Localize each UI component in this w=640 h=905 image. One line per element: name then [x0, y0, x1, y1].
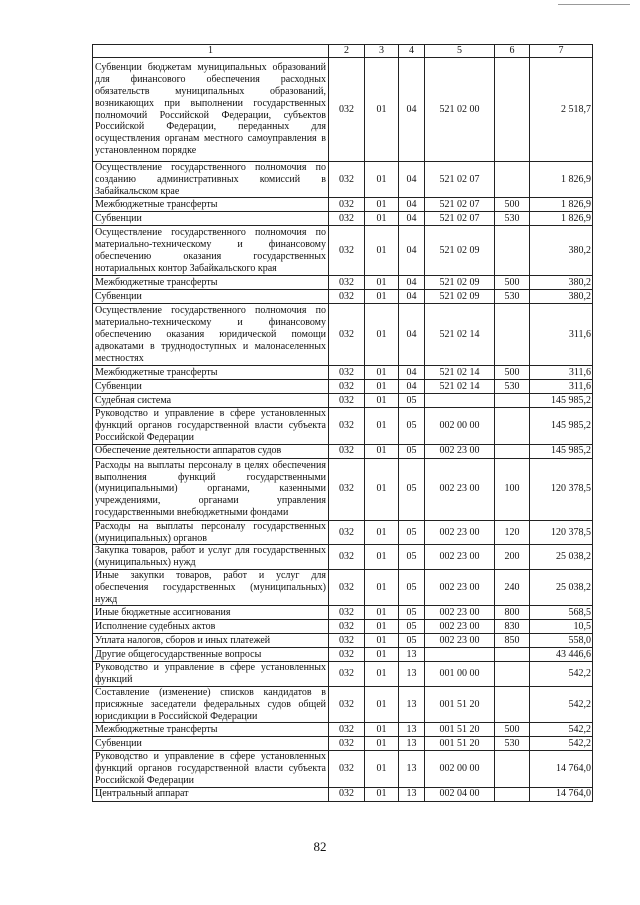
expense-type-cell: 500	[495, 198, 530, 212]
target-item-cell: 521 02 00	[425, 58, 495, 162]
row-name-cell: Межбюджетные трансферты	[93, 198, 329, 212]
amount-cell: 1 826,9	[530, 162, 593, 198]
row-name-cell: Расходы на выплаты персоналу государственных (муниципальных) органов	[93, 520, 329, 545]
section-cell: 01	[365, 226, 399, 276]
target-item-cell: 521 02 07	[425, 212, 495, 226]
table-row	[93, 723, 593, 737]
target-item-cell: 521 02 14	[425, 304, 495, 366]
table-row	[93, 226, 593, 276]
subsection-cell: 05	[399, 394, 425, 408]
amount-cell: 542,2	[530, 737, 593, 751]
row-name-cell: Субвенции	[93, 737, 329, 751]
row-name-cell: Уплата налогов, сборов и иных платежей	[93, 634, 329, 648]
ministry-code-cell: 032	[329, 380, 365, 394]
target-item-cell: 002 23 00	[425, 634, 495, 648]
subsection-cell: 04	[399, 290, 425, 304]
row-name-cell: Межбюджетные трансферты	[93, 366, 329, 380]
target-item-cell: 001 51 20	[425, 686, 495, 722]
ministry-code-cell: 032	[329, 545, 365, 570]
expense-type-cell	[495, 787, 530, 801]
subsection-cell: 04	[399, 304, 425, 366]
amount-cell: 380,2	[530, 290, 593, 304]
table-row	[93, 606, 593, 620]
amount-cell: 145 985,2	[530, 394, 593, 408]
table-row	[93, 444, 593, 458]
header-col-1: 1	[93, 45, 329, 58]
section-cell: 01	[365, 634, 399, 648]
ministry-code-cell: 032	[329, 304, 365, 366]
ministry-code-cell: 032	[329, 212, 365, 226]
expense-type-cell: 530	[495, 737, 530, 751]
expense-type-cell: 200	[495, 545, 530, 570]
row-name-cell: Обеспечение деятельности аппаратов судов	[93, 444, 329, 458]
amount-cell: 311,6	[530, 366, 593, 380]
ministry-code-cell: 032	[329, 520, 365, 545]
amount-cell: 25 038,2	[530, 545, 593, 570]
row-name-cell: Расходы на выплаты персоналу в целях обеспечения выполнения функций государственными (муниципальными) органами, казенными учреждениями, органами управления государственными внебюджетными фондами	[93, 458, 329, 520]
section-cell: 01	[365, 290, 399, 304]
subsection-cell: 13	[399, 686, 425, 722]
expense-type-cell	[495, 648, 530, 662]
target-item-cell	[425, 394, 495, 408]
row-name-cell: Руководство и управление в сфере установленных функций органов государственной власти субъекта Российской Федерации	[93, 751, 329, 787]
target-item-cell: 002 23 00	[425, 458, 495, 520]
amount-cell: 145 985,2	[530, 408, 593, 444]
subsection-cell: 13	[399, 787, 425, 801]
expense-type-cell	[495, 394, 530, 408]
budget-table	[92, 44, 593, 802]
table-row	[93, 394, 593, 408]
table-row	[93, 408, 593, 444]
target-item-cell: 521 02 09	[425, 290, 495, 304]
section-cell: 01	[365, 648, 399, 662]
target-item-cell: 002 23 00	[425, 606, 495, 620]
table-row	[93, 212, 593, 226]
table-row	[93, 662, 593, 687]
scan-edge-line	[558, 4, 630, 5]
subsection-cell: 05	[399, 569, 425, 605]
section-cell: 01	[365, 545, 399, 570]
target-item-cell: 001 51 20	[425, 737, 495, 751]
section-cell: 01	[365, 723, 399, 737]
target-item-cell: 002 23 00	[425, 545, 495, 570]
table-row	[93, 634, 593, 648]
section-cell: 01	[365, 212, 399, 226]
ministry-code-cell: 032	[329, 606, 365, 620]
ministry-code-cell: 032	[329, 723, 365, 737]
row-name-cell: Судебная система	[93, 394, 329, 408]
expense-type-cell: 500	[495, 276, 530, 290]
target-item-cell: 002 04 00	[425, 787, 495, 801]
ministry-code-cell: 032	[329, 648, 365, 662]
section-cell: 01	[365, 520, 399, 545]
ministry-code-cell: 032	[329, 394, 365, 408]
subsection-cell: 04	[399, 212, 425, 226]
expense-type-cell: 850	[495, 634, 530, 648]
target-item-cell: 521 02 09	[425, 226, 495, 276]
section-cell: 01	[365, 162, 399, 198]
ministry-code-cell: 032	[329, 737, 365, 751]
amount-cell: 568,5	[530, 606, 593, 620]
ministry-code-cell: 032	[329, 58, 365, 162]
header-col-5: 5	[425, 45, 495, 58]
section-cell: 01	[365, 751, 399, 787]
subsection-cell: 05	[399, 634, 425, 648]
row-name-cell: Осуществление государственного полномочия по материально-техническому и финансовому обеспечению оказания юридической помощи адвокатами в труднодоступных и малонаселенных местностях	[93, 304, 329, 366]
table-row	[93, 276, 593, 290]
target-item-cell: 002 00 00	[425, 751, 495, 787]
table-row	[93, 751, 593, 787]
expense-type-cell	[495, 408, 530, 444]
target-item-cell: 521 02 14	[425, 366, 495, 380]
table-row	[93, 787, 593, 801]
table-row	[93, 58, 593, 162]
subsection-cell: 13	[399, 751, 425, 787]
section-cell: 01	[365, 394, 399, 408]
section-cell: 01	[365, 569, 399, 605]
section-cell: 01	[365, 444, 399, 458]
subsection-cell: 05	[399, 520, 425, 545]
section-cell: 01	[365, 458, 399, 520]
expense-type-cell: 100	[495, 458, 530, 520]
subsection-cell: 04	[399, 162, 425, 198]
row-name-cell: Руководство и управление в сфере установленных функций	[93, 662, 329, 687]
subsection-cell: 05	[399, 458, 425, 520]
section-cell: 01	[365, 58, 399, 162]
table-row	[93, 648, 593, 662]
subsection-cell: 13	[399, 723, 425, 737]
amount-cell: 1 826,9	[530, 212, 593, 226]
amount-cell: 311,6	[530, 304, 593, 366]
ministry-code-cell: 032	[329, 458, 365, 520]
row-name-cell: Руководство и управление в сфере установленных функций органов государственной власти субъекта Российской Федерации	[93, 408, 329, 444]
target-item-cell: 521 02 14	[425, 380, 495, 394]
amount-cell: 25 038,2	[530, 569, 593, 605]
subsection-cell: 04	[399, 198, 425, 212]
table-row	[93, 162, 593, 198]
subsection-cell: 05	[399, 606, 425, 620]
amount-cell: 380,2	[530, 276, 593, 290]
target-item-cell	[425, 648, 495, 662]
expense-type-cell	[495, 686, 530, 722]
expense-type-cell: 530	[495, 212, 530, 226]
ministry-code-cell: 032	[329, 787, 365, 801]
amount-cell: 1 826,9	[530, 198, 593, 212]
section-cell: 01	[365, 662, 399, 687]
table-row	[93, 304, 593, 366]
table-row	[93, 380, 593, 394]
ministry-code-cell: 032	[329, 408, 365, 444]
row-name-cell: Субвенции	[93, 290, 329, 304]
section-cell: 01	[365, 198, 399, 212]
ministry-code-cell: 032	[329, 620, 365, 634]
row-name-cell: Иные бюджетные ассигнования	[93, 606, 329, 620]
expense-type-cell	[495, 444, 530, 458]
table-header-row	[93, 45, 593, 58]
expense-type-cell	[495, 304, 530, 366]
amount-cell: 10,5	[530, 620, 593, 634]
subsection-cell: 13	[399, 662, 425, 687]
row-name-cell: Центральный аппарат	[93, 787, 329, 801]
row-name-cell: Межбюджетные трансферты	[93, 723, 329, 737]
header-col-7: 7	[530, 45, 593, 58]
row-name-cell: Иные закупки товаров, работ и услуг для обеспечения государственных (муниципальных) нужд	[93, 569, 329, 605]
ministry-code-cell: 032	[329, 366, 365, 380]
expense-type-cell	[495, 226, 530, 276]
table-row	[93, 620, 593, 634]
expense-type-cell: 530	[495, 290, 530, 304]
amount-cell: 311,6	[530, 380, 593, 394]
amount-cell: 145 985,2	[530, 444, 593, 458]
target-item-cell: 002 23 00	[425, 569, 495, 605]
subsection-cell: 04	[399, 366, 425, 380]
table-row	[93, 569, 593, 605]
table-body	[93, 58, 593, 802]
header-col-4: 4	[399, 45, 425, 58]
section-cell: 01	[365, 380, 399, 394]
row-name-cell: Межбюджетные трансферты	[93, 276, 329, 290]
expense-type-cell	[495, 751, 530, 787]
target-item-cell: 002 23 00	[425, 620, 495, 634]
table-row	[93, 737, 593, 751]
table-row	[93, 686, 593, 722]
row-name-cell: Исполнение судебных актов	[93, 620, 329, 634]
subsection-cell: 04	[399, 58, 425, 162]
ministry-code-cell: 032	[329, 686, 365, 722]
header-col-2: 2	[329, 45, 365, 58]
subsection-cell: 04	[399, 380, 425, 394]
amount-cell: 380,2	[530, 226, 593, 276]
target-item-cell: 521 02 07	[425, 162, 495, 198]
amount-cell: 120 378,5	[530, 458, 593, 520]
ministry-code-cell: 032	[329, 662, 365, 687]
table-row	[93, 458, 593, 520]
target-item-cell: 521 02 07	[425, 198, 495, 212]
target-item-cell: 002 00 00	[425, 408, 495, 444]
section-cell: 01	[365, 276, 399, 290]
row-name-cell: Составление (изменение) списков кандидатов в присяжные заседатели федеральных судов общей юрисдикции в Российской Федерации	[93, 686, 329, 722]
expense-type-cell: 530	[495, 380, 530, 394]
amount-cell: 542,2	[530, 723, 593, 737]
ministry-code-cell: 032	[329, 162, 365, 198]
subsection-cell: 05	[399, 620, 425, 634]
table-row	[93, 290, 593, 304]
expense-type-cell	[495, 162, 530, 198]
amount-cell: 14 764,0	[530, 751, 593, 787]
section-cell: 01	[365, 620, 399, 634]
expense-type-cell: 500	[495, 366, 530, 380]
ministry-code-cell: 032	[329, 226, 365, 276]
section-cell: 01	[365, 304, 399, 366]
header-col-6: 6	[495, 45, 530, 58]
amount-cell: 14 764,0	[530, 787, 593, 801]
ministry-code-cell: 032	[329, 276, 365, 290]
row-name-cell: Закупка товаров, работ и услуг для государственных (муниципальных) нужд	[93, 545, 329, 570]
amount-cell: 542,2	[530, 662, 593, 687]
expense-type-cell: 240	[495, 569, 530, 605]
row-name-cell: Субвенции	[93, 380, 329, 394]
amount-cell: 43 446,6	[530, 648, 593, 662]
amount-cell: 2 518,7	[530, 58, 593, 162]
table-row	[93, 520, 593, 545]
subsection-cell: 13	[399, 648, 425, 662]
target-item-cell: 001 00 00	[425, 662, 495, 687]
row-name-cell: Осуществление государственного полномочия по материально-техническому и финансовому обеспечению оказания государственных нотариальных контор Забайкальского края	[93, 226, 329, 276]
ministry-code-cell: 032	[329, 569, 365, 605]
expense-type-cell: 500	[495, 723, 530, 737]
section-cell: 01	[365, 686, 399, 722]
expense-type-cell: 800	[495, 606, 530, 620]
subsection-cell: 04	[399, 276, 425, 290]
ministry-code-cell: 032	[329, 751, 365, 787]
amount-cell: 542,2	[530, 686, 593, 722]
ministry-code-cell: 032	[329, 634, 365, 648]
ministry-code-cell: 032	[329, 198, 365, 212]
target-item-cell: 001 51 20	[425, 723, 495, 737]
amount-cell: 120 378,5	[530, 520, 593, 545]
subsection-cell: 05	[399, 444, 425, 458]
expense-type-cell	[495, 662, 530, 687]
header-col-3: 3	[365, 45, 399, 58]
ministry-code-cell: 032	[329, 444, 365, 458]
subsection-cell: 05	[399, 408, 425, 444]
row-name-cell: Осуществление государственного полномочия по созданию административных комиссий в Забайкальском крае	[93, 162, 329, 198]
expense-type-cell	[495, 58, 530, 162]
subsection-cell: 13	[399, 737, 425, 751]
row-name-cell: Субвенции	[93, 212, 329, 226]
table-row	[93, 198, 593, 212]
amount-cell: 558,0	[530, 634, 593, 648]
subsection-cell: 04	[399, 226, 425, 276]
section-cell: 01	[365, 606, 399, 620]
table-row	[93, 366, 593, 380]
section-cell: 01	[365, 408, 399, 444]
row-name-cell: Другие общегосударственные вопросы	[93, 648, 329, 662]
section-cell: 01	[365, 787, 399, 801]
row-name-cell: Субвенции бюджетам муниципальных образований для финансового обеспечения расходных обязательств муниципальных образований, возникающих при выполнении государственных полномочий Российской Федерации, субъектов Российской Федерации, переданных для осуществления органам местного самоуправления в установленном порядке	[93, 58, 329, 162]
expense-type-cell: 830	[495, 620, 530, 634]
ministry-code-cell: 032	[329, 290, 365, 304]
page-number: 82	[313, 839, 327, 854]
subsection-cell: 05	[399, 545, 425, 570]
target-item-cell: 002 23 00	[425, 444, 495, 458]
target-item-cell: 002 23 00	[425, 520, 495, 545]
target-item-cell: 521 02 09	[425, 276, 495, 290]
section-cell: 01	[365, 366, 399, 380]
expense-type-cell: 120	[495, 520, 530, 545]
table-row	[93, 545, 593, 570]
section-cell: 01	[365, 737, 399, 751]
